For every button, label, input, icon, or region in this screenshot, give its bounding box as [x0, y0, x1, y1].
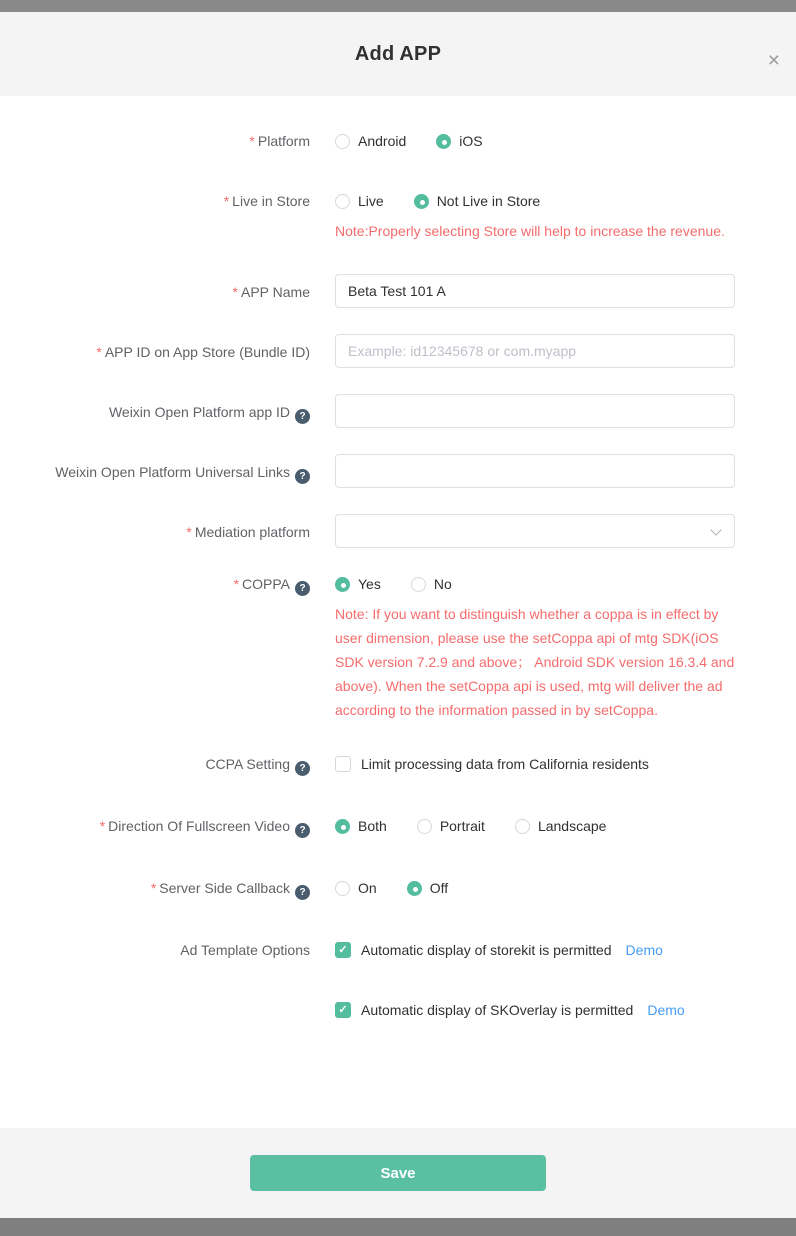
radio-direction-portrait[interactable]: Portrait [417, 818, 485, 834]
radio-callback-off[interactable]: Off [407, 880, 448, 896]
required-marker: * [232, 284, 238, 300]
form-row-weixin-universal-links [0, 454, 796, 488]
radio-unchecked-icon [515, 819, 530, 834]
mediation-platform-select[interactable] [335, 514, 735, 548]
page-title: Add APP [354, 42, 442, 65]
chevron-down-icon [710, 524, 721, 535]
close-icon[interactable]: × [767, 49, 780, 72]
required-marker: * [223, 193, 230, 209]
skoverlay-checkbox[interactable]: ✓ Automatic display of SKOverlay is permitted [335, 1002, 633, 1018]
radio-platform-android[interactable]: Android [335, 133, 406, 149]
server-callback-label: * Server Side Callback ? [0, 878, 310, 900]
spacer [335, 960, 735, 1000]
live-in-store-label: * Live in Store [223, 193, 310, 209]
form-row-coppa [0, 574, 796, 722]
save-button[interactable]: Save [250, 1155, 546, 1191]
ccpa-checkbox[interactable]: Limit processing data from California residents [335, 756, 649, 772]
required-marker: * [186, 524, 192, 540]
required-marker: * [99, 818, 106, 834]
radio-coppa-no[interactable]: No [411, 576, 452, 592]
app-id-label: * APP ID on App Store (Bundle ID) [96, 344, 310, 360]
ccpa-label: CCPA Setting ? [0, 754, 310, 776]
radio-checked-icon [407, 881, 422, 896]
help-icon[interactable]: ? [295, 823, 310, 838]
add-app-form [0, 96, 796, 1128]
storekit-demo-link[interactable]: Demo [625, 942, 663, 958]
radio-coppa-yes[interactable]: Yes [335, 576, 381, 592]
radio-direction-both[interactable]: Both [335, 818, 387, 834]
coppa-note: Note: If you want to distinguish whether a coppa is in effect by user dimension, please use the setCoppa api of mtg SDK(iOS SDK version 7.2.9 and above； Android SDK version 16.3.4 and above). When the setCoppa api is used, mtg will deliver the ad according to the information passed in by setCoppa. [335, 606, 735, 718]
help-icon[interactable]: ? [295, 885, 310, 900]
bottom-window-bar [0, 1218, 796, 1236]
form-row-weixin-app-id [0, 394, 796, 428]
help-icon[interactable]: ? [295, 761, 310, 776]
checkbox-unchecked-icon [335, 756, 351, 772]
required-marker: * [249, 133, 255, 149]
mediation-platform-label: * Mediation platform [186, 524, 310, 540]
weixin-universal-links-input[interactable] [335, 454, 735, 488]
radio-unchecked-icon [417, 819, 432, 834]
help-icon[interactable]: ? [295, 581, 310, 596]
radio-unchecked-icon [335, 194, 350, 209]
form-row-platform [0, 131, 796, 151]
radio-unchecked-icon [335, 881, 350, 896]
form-row-direction [0, 816, 796, 838]
app-name-input[interactable] [335, 274, 735, 308]
form-row-ad-template-options [0, 940, 796, 1020]
weixin-app-id-label: Weixin Open Platform app ID ? [0, 394, 310, 424]
ad-template-options-label: Ad Template Options [180, 942, 310, 958]
form-row-app-name [0, 274, 796, 308]
required-marker: * [150, 880, 157, 896]
checkbox-checked-icon: ✓ [335, 942, 351, 958]
radio-platform-ios[interactable]: iOS [436, 133, 482, 149]
modal-header [0, 12, 796, 96]
checkbox-checked-icon: ✓ [335, 1002, 351, 1018]
required-marker: * [233, 576, 240, 592]
form-row-app-id [0, 334, 796, 368]
help-icon[interactable]: ? [295, 409, 310, 424]
form-row-server-callback [0, 878, 796, 900]
help-icon[interactable]: ? [295, 469, 310, 484]
radio-direction-landscape[interactable]: Landscape [515, 818, 607, 834]
radio-callback-on[interactable]: On [335, 880, 377, 896]
form-row-live-in-store [0, 191, 796, 244]
app-name-label: * APP Name [232, 284, 310, 300]
modal-footer [0, 1128, 796, 1218]
radio-checked-icon [436, 134, 451, 149]
app-id-input[interactable] [335, 334, 735, 368]
live-in-store-note: Note:Properly selecting Store will help to increase the revenue. [335, 223, 725, 239]
radio-live[interactable]: Live [335, 193, 384, 209]
skoverlay-demo-link[interactable]: Demo [647, 1002, 685, 1018]
direction-label: * Direction Of Fullscreen Video ? [0, 816, 310, 838]
weixin-app-id-input[interactable] [335, 394, 735, 428]
radio-checked-icon [414, 194, 429, 209]
weixin-universal-links-label: Weixin Open Platform Universal Links ? [0, 454, 310, 484]
radio-unchecked-icon [335, 134, 350, 149]
coppa-label: * COPPA ? [0, 574, 310, 596]
form-row-mediation-platform [0, 514, 796, 548]
required-marker: * [96, 344, 102, 360]
top-window-bar [0, 0, 796, 12]
storekit-checkbox[interactable]: ✓ Automatic display of storekit is permitted [335, 942, 612, 958]
form-row-ccpa [0, 754, 796, 776]
radio-unchecked-icon [411, 577, 426, 592]
platform-label: * Platform [249, 133, 310, 149]
radio-checked-icon [335, 819, 350, 834]
radio-checked-icon [335, 577, 350, 592]
radio-not-live-in-store[interactable]: Not Live in Store [414, 193, 541, 209]
